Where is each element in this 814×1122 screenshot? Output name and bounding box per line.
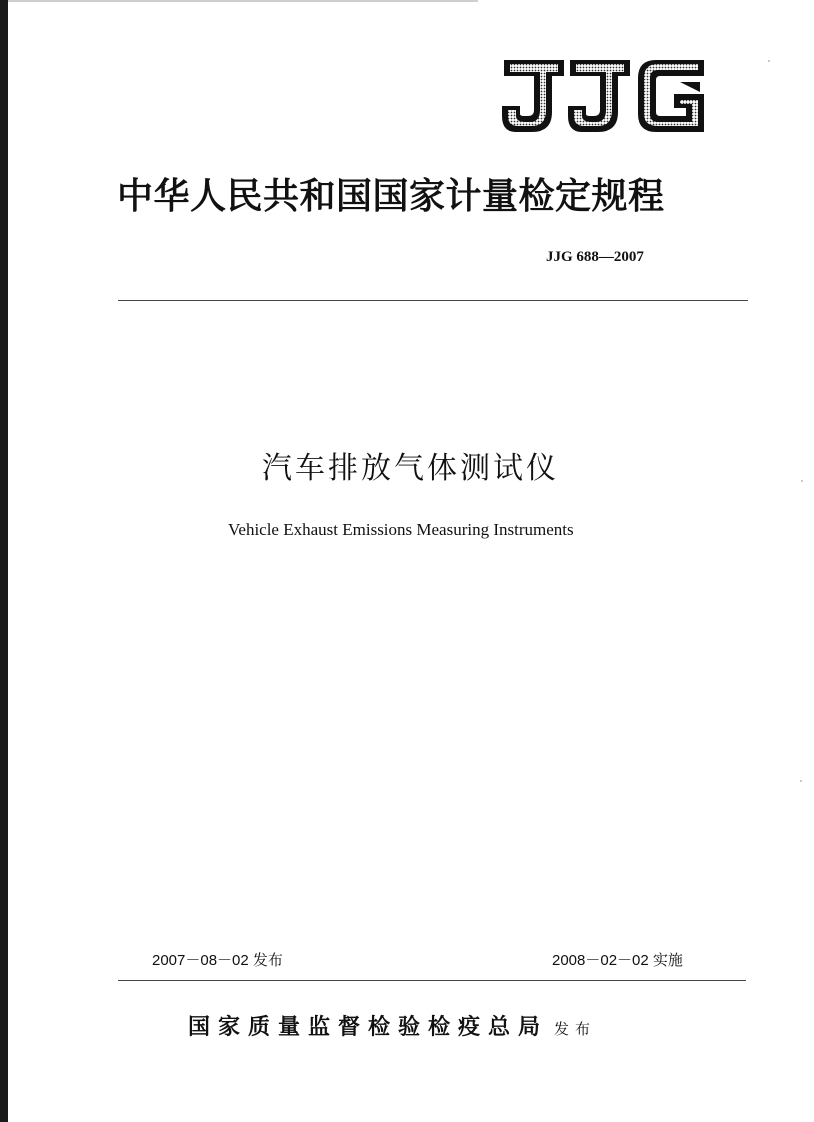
- divider-bottom: [118, 980, 746, 981]
- document-title-en: Vehicle Exhaust Emissions Measuring Instruments: [228, 520, 574, 539]
- issue-date: 2007－08－02 发布: [152, 952, 283, 969]
- jjg-logo-svg: [498, 54, 708, 138]
- issuer-name: 国家质量监督检验检疫总局: [188, 1014, 549, 1040]
- logo-letter-j1: [502, 60, 564, 132]
- divider-top: [118, 300, 748, 301]
- scan-speck: [801, 480, 803, 482]
- logo-letter-j2: [568, 60, 630, 132]
- document-title-zh: 汽车排放气体测试仪: [262, 451, 559, 486]
- issuer-line: [188, 1010, 668, 1044]
- scan-edge-left: [0, 0, 8, 1122]
- scan-edge-top: [8, 0, 478, 2]
- jjg-logo-icon: [498, 54, 708, 138]
- logo-letter-g: [638, 60, 704, 132]
- issuer-suffix: 发布: [554, 1020, 597, 1038]
- scan-speck: [768, 60, 770, 62]
- scan-speck: [800, 780, 802, 782]
- effective-date: 2008－02－02 实施: [552, 952, 683, 969]
- page-title: 中华人民共和国国家计量检定规程: [117, 175, 665, 217]
- standard-number: JJG 688—2007: [546, 249, 644, 265]
